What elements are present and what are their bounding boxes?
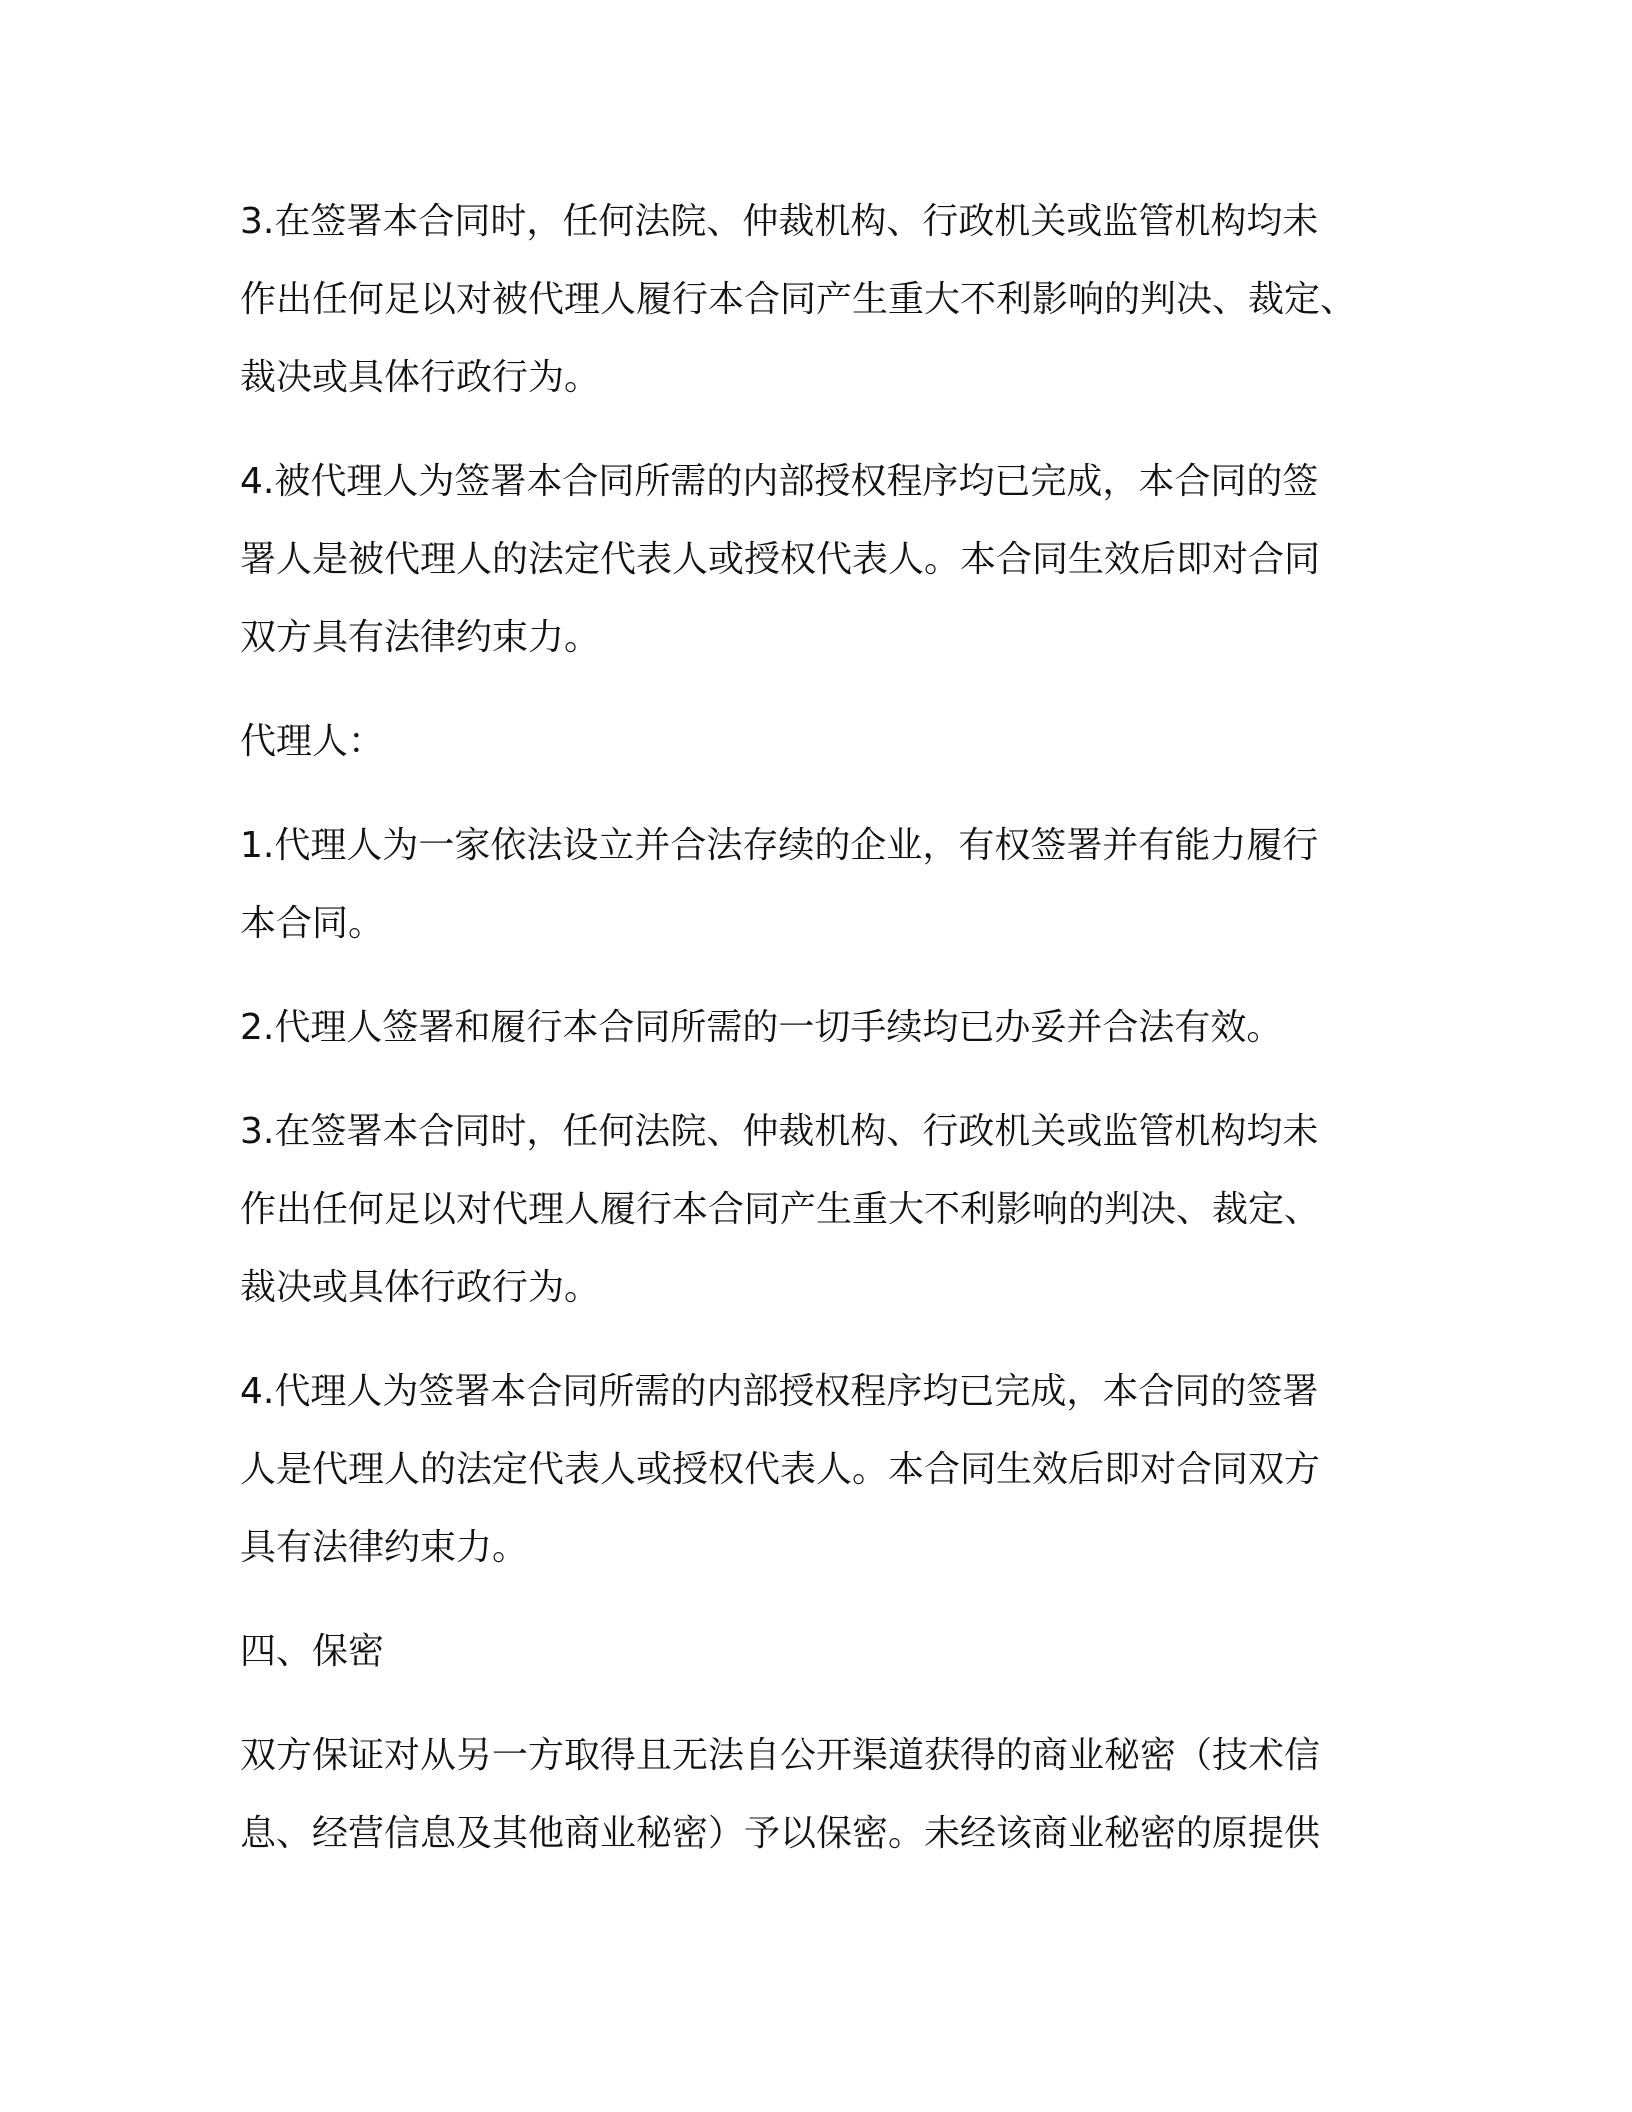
text-line: 裁决或具体行政行为。 [240, 1267, 601, 1308]
text-line: 3.在签署本合同时，任何法院、仲裁机构、行政机关或监管机构均未 [240, 1111, 1319, 1152]
clause-agent-1 [240, 807, 1370, 963]
text-line: 双方保证对从另一方取得且无法自公开渠道获得的商业秘密（技术信 [240, 1735, 1321, 1776]
text-line: 息、经营信息及其他商业秘密）予以保密。未经该商业秘密的原提供 [240, 1813, 1321, 1854]
agent-heading [240, 703, 1370, 781]
text-line: 作出任何足以对被代理人履行本合同产生重大不利影响的判决、裁定、 [240, 279, 1357, 320]
text-line: 4.代理人为签署本合同所需的内部授权程序均已完成，本合同的签署 [240, 1371, 1319, 1412]
text-line: 1.代理人为一家依法设立并合法存续的企业，有权签署并有能力履行 [240, 825, 1319, 866]
clause-agent-3 [240, 1093, 1370, 1327]
text-line: 3.在签署本合同时，任何法院、仲裁机构、行政机关或监管机构均未 [240, 201, 1319, 242]
text-line: 代理人： [240, 721, 385, 762]
clause-principal-3 [240, 183, 1370, 417]
clause-principal-4 [240, 443, 1370, 677]
text-line: 具有法律约束力。 [240, 1527, 529, 1568]
clause-agent-2 [240, 989, 1370, 1067]
text-line: 4.被代理人为签署本合同所需的内部授权程序均已完成，本合同的签 [240, 461, 1319, 502]
text-line: 四、保密 [240, 1631, 385, 1672]
text-line: 作出任何足以对代理人履行本合同产生重大不利影响的判决、裁定、 [240, 1189, 1321, 1230]
confidentiality-paragraph [240, 1717, 1370, 1873]
text-line: 署人是被代理人的法定代表人或授权代表人。本合同生效后即对合同 [240, 539, 1321, 580]
document-body [240, 183, 1370, 1899]
text-line: 双方具有法律约束力。 [240, 617, 601, 658]
text-line: 人是代理人的法定代表人或授权代表人。本合同生效后即对合同双方 [240, 1449, 1321, 1490]
text-line: 本合同。 [240, 903, 385, 944]
clause-agent-4 [240, 1353, 1370, 1587]
text-line: 2.代理人签署和履行本合同所需的一切手续均已办妥并合法有效。 [240, 1007, 1283, 1048]
section-heading-confidentiality [240, 1613, 1370, 1691]
text-line: 裁决或具体行政行为。 [240, 357, 601, 398]
